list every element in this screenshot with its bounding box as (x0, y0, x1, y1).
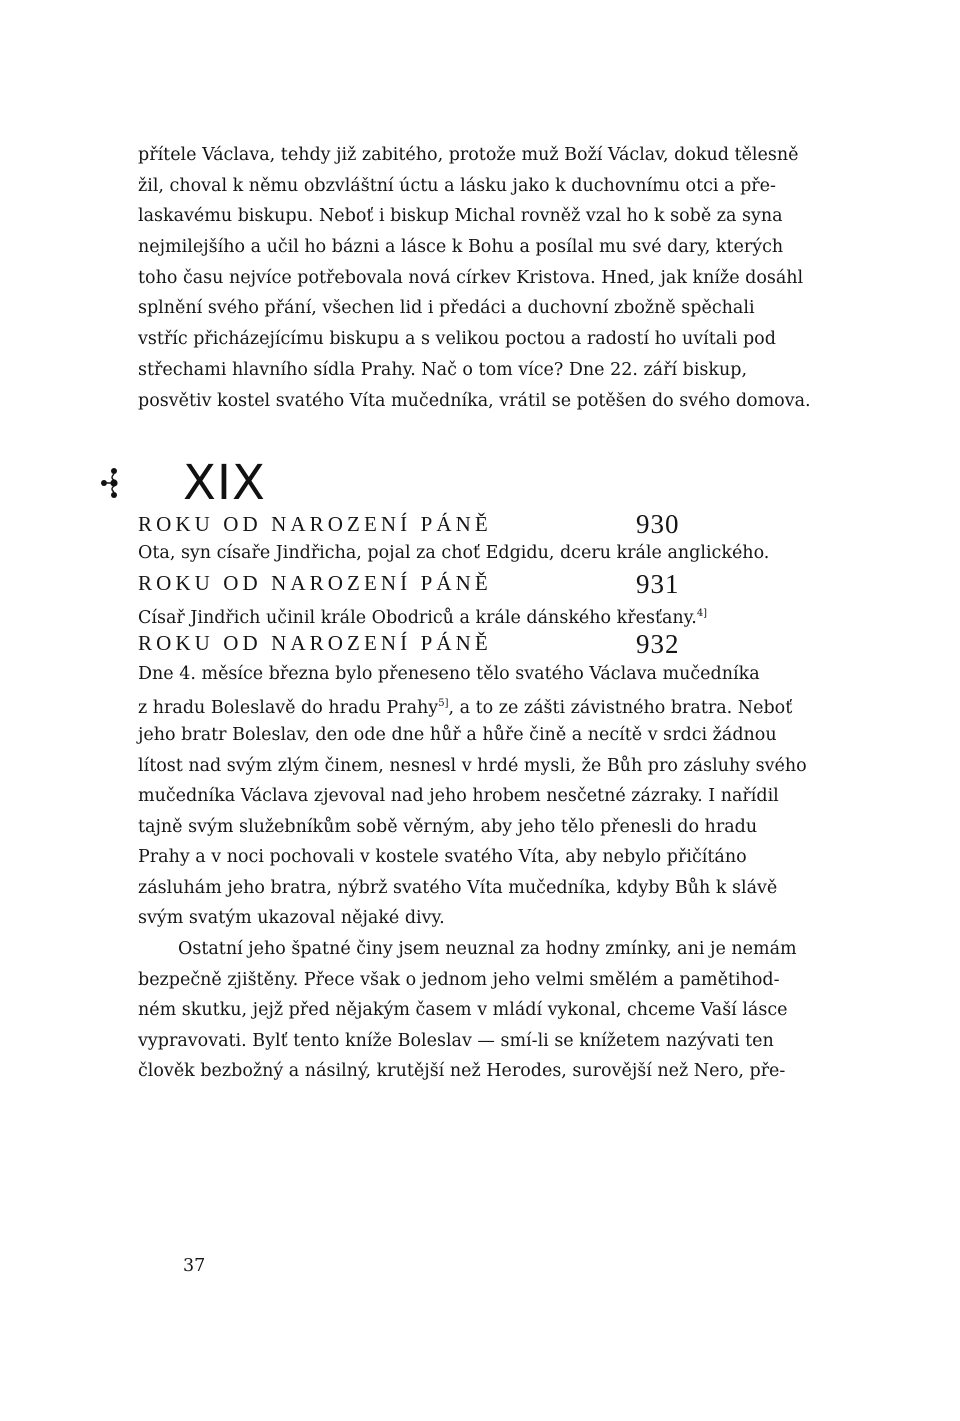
text-line: vypravovati. Bylť tento kníže Boleslav — smí-li se knížetem nazývati ten (138, 1031, 774, 1051)
text-line: ném skutku, jejž před nějakým časem v mládí vykonal, chceme Vaší lásce (138, 1000, 788, 1020)
text-line (138, 694, 792, 718)
text-line: jeho bratr Boleslav, den ode dne hůř a hůře čině a necítě v srdci žádnou (138, 725, 777, 745)
text-line: nejmilejšího a učil ho bázni a lásce k Bohu a posílal mu své dary, kterých (138, 237, 784, 257)
text-line: posvětiv kostel svatého Víta mučedníka, vrátil se potěšen do svého domova. (138, 391, 811, 411)
text-line: žil, choval k němu obzvláštní úctu a lásku jako k duchovnímu otci a pře- (138, 176, 776, 196)
text-line: toho času nejvíce potřebovala nová církev Kristova. Hned, jak kníže dosáhl (138, 268, 804, 288)
page-number: 37 (183, 1256, 206, 1276)
text-line: střechami hlavního sídla Prahy. Nač o tom více? Dne 22. září biskup, (138, 360, 748, 380)
year-heading: ROKU OD NAROZENÍ PÁNĚ (138, 631, 492, 655)
text-line: Prahy a v noci pochovali v kostele svatého Víta, aby nebylo přičítáno (138, 847, 747, 867)
entry-text: z hradu Boleslavě do hradu Prahy (138, 698, 439, 718)
footnote-marker: 4] (696, 608, 708, 619)
year-heading: ROKU OD NAROZENÍ PÁNĚ (138, 512, 492, 536)
entry-text: , a to ze zášti závistného bratra. Neboť (448, 698, 793, 718)
text-line: zásluhám jeho bratra, nýbrž svatého Víta mučedníka, kdyby Bůh k slávě (138, 878, 778, 898)
text-line: tajně svým služebníkům sobě věrným, aby jeho tělo přenesli do hradu (138, 817, 758, 837)
text-line: člověk bezbožný a násilný, krutější než Herodes, surovější než Nero, pře- (138, 1061, 786, 1081)
text-line: lítost nad svým zlým činem, nesnesl v hrdé mysli, že Bůh pro zásluhy svého (138, 756, 807, 776)
text-line: Dne 4. měsíce března bylo přeneseno tělo svatého Václava mučedníka (138, 664, 760, 684)
text-line: mučedníka Václava zjevoval nad jeho hrobem nesčetné zázraky. I nařídil (138, 786, 779, 806)
text-line: bezpečně zjištěny. Přece však o jednom jeho velmi smělém a pamětihod- (138, 970, 780, 990)
chapter-number: XIX (183, 455, 266, 511)
year-heading: ROKU OD NAROZENÍ PÁNĚ (138, 571, 492, 595)
year-number: 930 (636, 509, 680, 539)
year-number: 931 (636, 569, 680, 599)
year-number: 932 (636, 629, 680, 659)
footnote-marker: 5] (438, 698, 449, 709)
text-line: svým svatým ukazoval nějaké divy. (138, 908, 445, 928)
text-line: vstříc přicházejícímu biskupu a s velikou poctou a radostí ho uvítali pod (138, 329, 776, 349)
text-line (138, 604, 707, 628)
text-line: laskavému biskupu. Neboť i biskup Michal rovněž vzal ho k sobě za syna (138, 206, 783, 226)
text-line: splnění svého přání, všechen lid i předáci a duchovní zbožně spěchali (138, 298, 755, 318)
text-line: Ota, syn císaře Jindřicha, pojal za choť Edgidu, dceru krále anglického. (138, 543, 770, 563)
entry-text: Císař Jindřich učinil krále Obodriců a krále dánského křesťany. (138, 608, 697, 628)
text-line: Ostatní jeho špatné činy jsem neuznal za hodny zmínky, ani je nemám (178, 939, 797, 959)
text-line: přítele Václava, tehdy již zabitého, protože muž Boží Václav, dokud tělesně (138, 145, 799, 165)
trefoil-ornament-icon (100, 464, 120, 504)
